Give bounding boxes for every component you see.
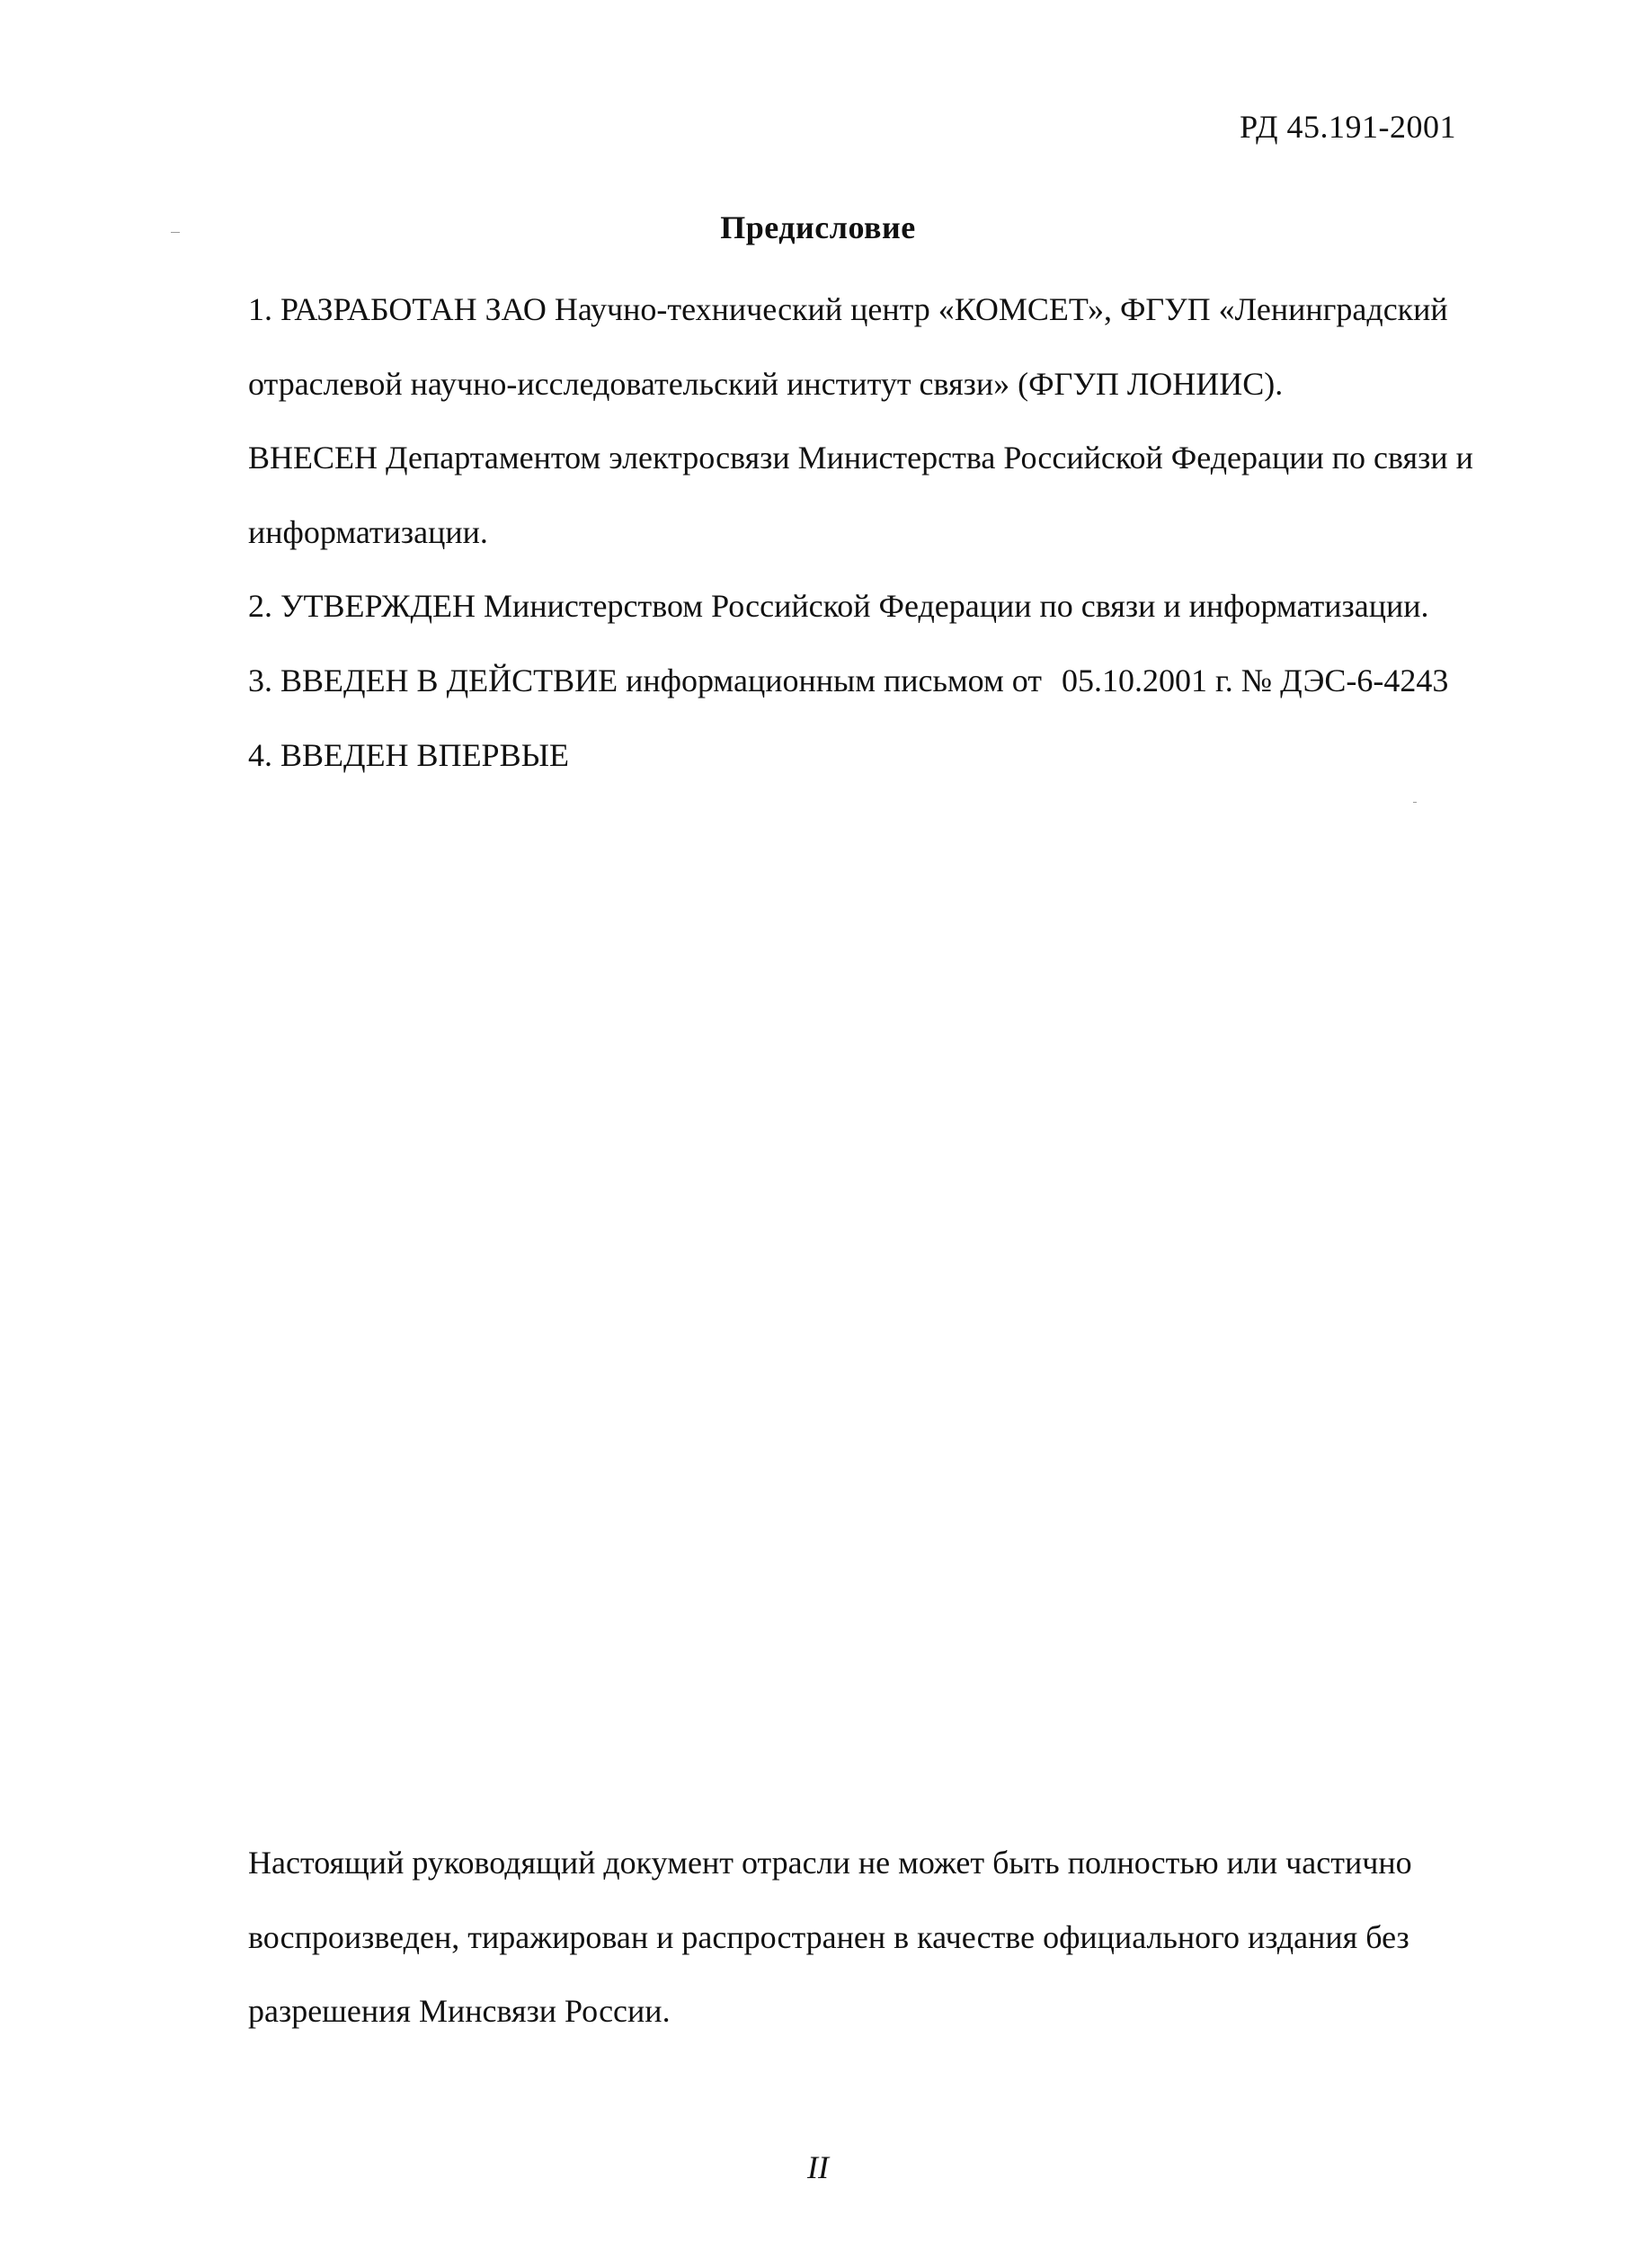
notice-line-2: воспроизведен, тиражирован и распространен в качестве официального издания без: [248, 1919, 1409, 1955]
document-code: РД 45.191-2001: [1240, 109, 1456, 145]
page-number: II: [807, 2149, 829, 2185]
item-3-number: № ДЭС-6-4243: [1240, 663, 1449, 698]
scan-speck: [1413, 802, 1417, 803]
item-3-prefix: 3. ВВЕДЕН В ДЕЙСТВИЕ информационным письмом от: [248, 663, 1043, 698]
submitted-line-1: ВНЕСЕН Департаментом электросвязи Министерства Российской Федерации по связи и: [248, 440, 1473, 476]
notice-line-3: разрешения Минсвязи России.: [248, 1993, 671, 2029]
page-title: Предисловие: [720, 209, 916, 245]
scan-speck: [171, 232, 180, 233]
submitted-line-2: информатизации.: [248, 514, 488, 550]
notice-line-1: Настоящий руководящий документ отрасли не может быть полностью или частично: [248, 1845, 1412, 1881]
item-4-line: 4. ВВЕДЕН ВПЕРВЫЕ: [248, 737, 569, 773]
item-2-line: 2. УТВЕРЖДЕН Министерством Российской Федерации по связи и информатизации.: [248, 588, 1429, 624]
item-3-date: 05.10.2001 г.: [1062, 663, 1233, 698]
item-1-line-2: отраслевой научно-исследовательский институт связи» (ФГУП ЛОНИИС).: [248, 366, 1284, 402]
item-3-line: [248, 661, 1448, 700]
item-1-line-1: 1. РАЗРАБОТАН ЗАО Научно-технический центр «КОМСЕТ», ФГУП «Ленинградский: [248, 291, 1448, 327]
